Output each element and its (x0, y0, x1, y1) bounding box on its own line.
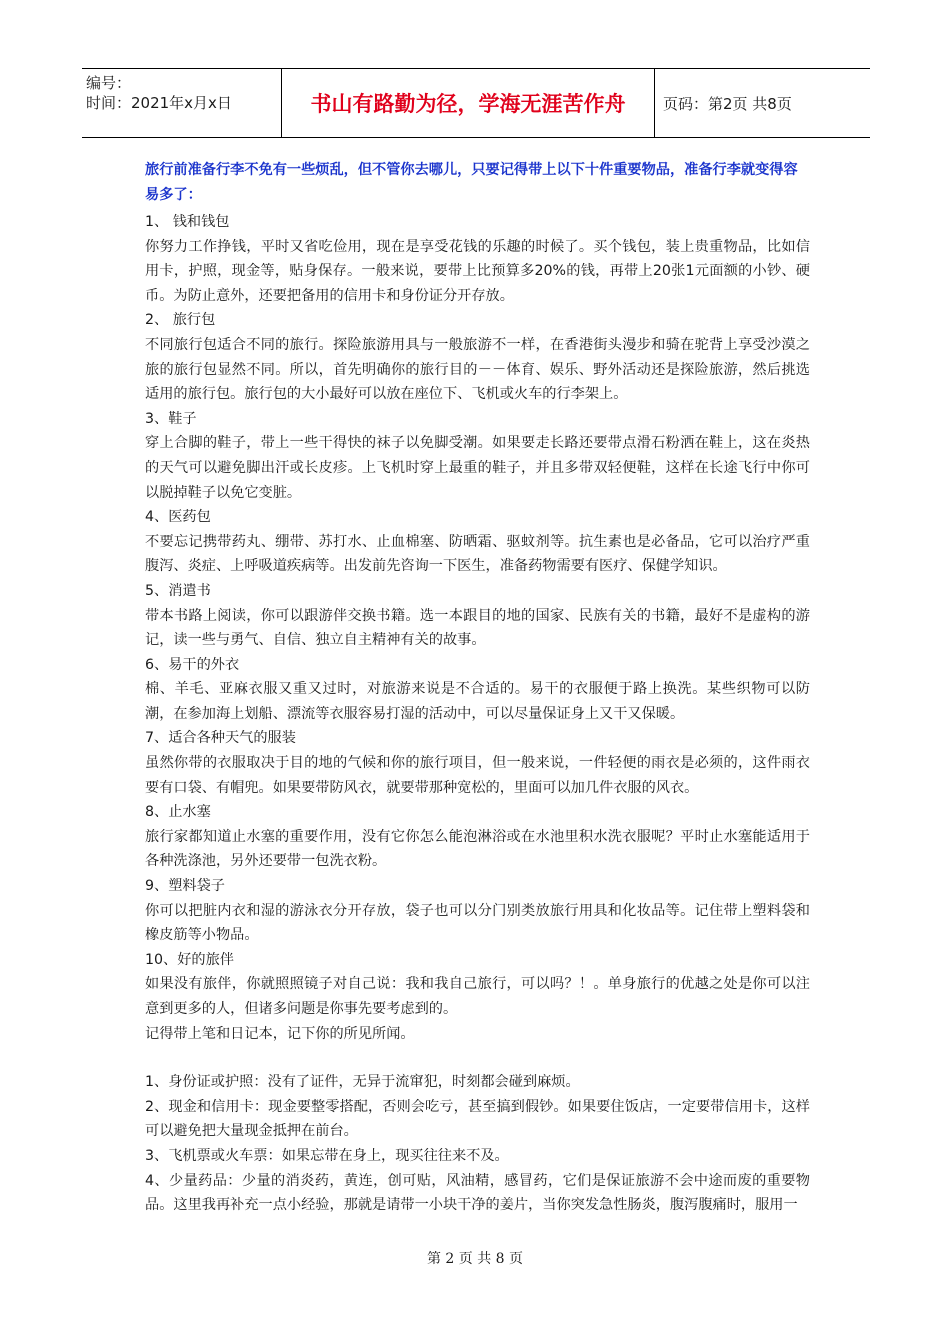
item-10 (145, 948, 810, 1022)
item-9 (145, 874, 810, 948)
page-footer: 第 2 页 共 8 页 (426, 1251, 524, 1267)
item-text: 不同旅行包适合不同的旅行。探险旅游用具与一般旅游不一样，在香港街头漫步和骑在驼背上享受沙漠之旅的旅行包显然不同。所以，首先明确你的旅行目的－－体育、娱乐、野外活动还是探险旅游，然后挑选适用的旅行包。旅行包的大小最好可以放在座位下、飞机或火车的行李架上。 (145, 336, 810, 403)
item-title: 3、鞋子 (145, 410, 197, 427)
item-text: 你可以把脏内衣和湿的游泳衣分开存放，袋子也可以分门别类放旅行用具和化妆品等。记住带上塑料袋和橡皮筋等小物品。 (145, 902, 810, 944)
item-text: 如果没有旅伴，你就照照镜子对自己说：我和我自己旅行，可以吗？！。单身旅行的优越之处是你可以注意到更多的人，但诸多问题是你事先要考虑到的。 (145, 976, 810, 1017)
document-body (145, 158, 810, 1218)
item-3 (145, 407, 810, 505)
blank-line (145, 1046, 810, 1070)
item-title: 7、适合各种天气的服装 (145, 730, 296, 747)
item-title: 6、易干的外衣 (145, 656, 240, 673)
header-page-label: 页码：第2页 共8页 (663, 94, 792, 113)
closing-line: 记得带上笔和日记本，记下你的所见所闻。 (145, 1025, 415, 1042)
item-text: 虽然你带的衣服取决于目的地的气候和你的旅行项目，但一般来说，一件轻便的雨衣是必须的，这件雨衣要有口袋、有帽兜。如果要带防风衣，就要带那种宽松的，里面可以加几件衣服的风衣。 (145, 755, 810, 796)
item-8 (145, 800, 810, 874)
item-title: 1、 钱和钱包 (145, 214, 230, 230)
list2-item: 1、身份证或护照：没有了证件，无异于流窜犯，时刻都会碰到麻烦。 (145, 1074, 580, 1091)
item-text: 带本书路上阅读，你可以跟游伴交换书籍。选一本跟目的地的国家、民族有关的书籍，最好不是虚构的游记，读一些与勇气、自信、独立自主精神有关的故事。 (145, 607, 810, 649)
item-2 (145, 308, 810, 406)
item-text: 棉、羊毛、亚麻衣服又重又过时，对旅游来说是不合适的。易干的衣服便于路上换洗。某些织物可以防潮，在参加海上划船、漂流等衣服容易打湿的活动中，可以尽量保证身上又干又保暖。 (145, 681, 810, 722)
item-6 (145, 653, 810, 727)
page-header (82, 68, 870, 138)
item-7 (145, 726, 810, 800)
code-label: 编号： (86, 74, 132, 92)
item-title: 2、 旅行包 (145, 312, 216, 329)
list2-item: 3、飞机票或火车票：如果忘带在身上，现买往往来不及。 (145, 1147, 509, 1164)
header-motto: 书山有路勤为径，学海无涯苦作舟 (282, 69, 655, 137)
item-text: 旅行家都知道止水塞的重要作用，没有它你怎么能泡淋浴或在水池里积水洗衣服呢？平时止水塞能适用于各种洗涤池，另外还要带一包洗衣粉。 (145, 828, 810, 870)
item-title: 10、好的旅伴 (145, 951, 234, 968)
item-1 (145, 210, 810, 308)
header-left-cell (82, 69, 282, 137)
intro-paragraph: 旅行前准备行李不免有一些烦乱，但不管你去哪儿，只要记得带上以下十件重要物品，准备行李就变得容易多了： (145, 162, 798, 203)
item-text: 穿上合脚的鞋子，带上一些干得快的袜子以免脚受潮。如果要走长路还要带点滑石粉洒在鞋上，这在炎热的天气可以避免脚出汗或长皮疹。上飞机时穿上最重的鞋子，并且多带双轻便鞋，这样在长途飞行中你可以脱掉鞋子以免它变脏。 (145, 435, 810, 501)
item-title: 4、医药包 (145, 509, 211, 526)
item-title: 9、塑料袋子 (145, 878, 225, 895)
item-text: 你努力工作挣钱，平时又省吃俭用，现在是享受花钱的乐趣的时候了。买个钱包，装上贵重物品，比如信用卡，护照，现金等，贴身保存。一般来说，要带上比预算多20%的钱，再带上20张1元面额的小钞、硬币。为防止意外，还要把备用的信用卡和身份证分开存放。 (145, 238, 810, 304)
time-label: 时间：2021年x月x日 (86, 94, 232, 112)
item-4 (145, 505, 810, 579)
item-title: 5、消遣书 (145, 582, 211, 599)
item-title: 8、止水塞 (145, 804, 211, 821)
list2-item: 2、现金和信用卡：现金要整零搭配，否则会吃亏，甚至搞到假钞。如果要住饭店，一定要带信用卡，这样可以避免把大量现金抵押在前台。 (145, 1098, 810, 1140)
item-text: 不要忘记携带药丸、绷带、苏打水、止血棉塞、防晒霜、驱蚊剂等。抗生素也是必备品，它可以治疗严重腹泻、炎症、上呼吸道疾病等。出发前先咨询一下医生，准备药物需要有医疗、保健学知识。 (145, 533, 810, 575)
item-5 (145, 579, 810, 653)
list2-item: 4、少量药品：少量的消炎药，黄连，创可贴，风油精，感冒药，它们是保证旅游不会中途而废的重要物品。这里我再补充一点小经验，那就是请带一小块干净的姜片，当你突发急性肠炎，腹泻腹痛时，服用一 (145, 1172, 810, 1214)
